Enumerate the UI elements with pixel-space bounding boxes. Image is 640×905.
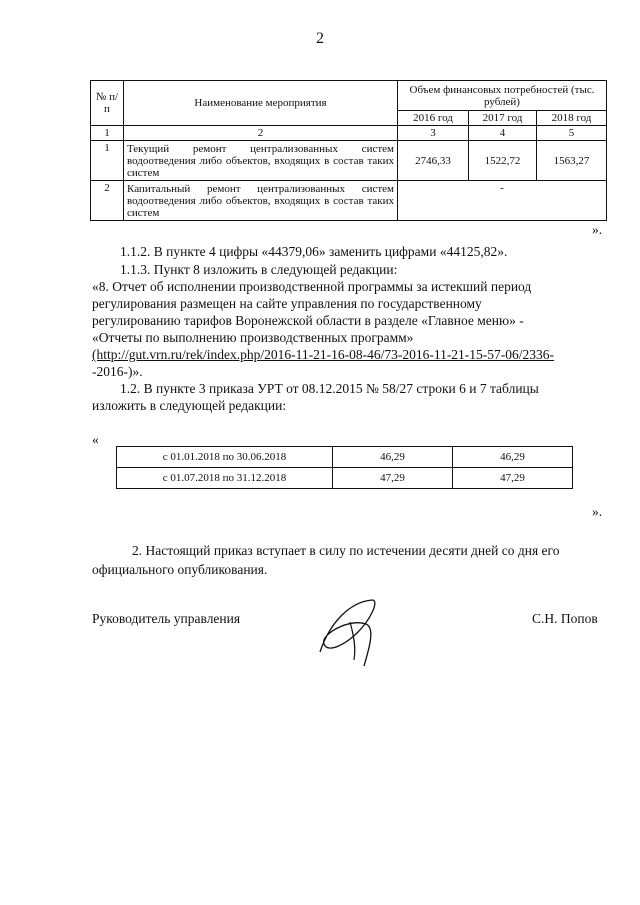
signatory-name: С.Н. Попов <box>532 611 598 626</box>
row-value: 1522,72 <box>469 141 537 181</box>
index-cell: 3 <box>398 126 469 141</box>
row-value: 2746,33 <box>398 141 469 181</box>
report-link[interactable]: (http://gut.vrn.ru/rek/index.php/2016-11-21-16-08-46/73-2016-11-21-15-57-06/2336- <box>92 347 555 362</box>
paragraph-8-line: «8. Отчет об исполнении производственной программы за истекший период <box>92 279 532 294</box>
row-merged-value: - <box>398 181 607 221</box>
table-row <box>91 141 607 181</box>
table-row <box>117 447 573 468</box>
handwritten-signature <box>310 592 390 672</box>
paragraph-1-2-line2: изложить в следующей редакции: <box>92 398 287 413</box>
paragraph-1-1-2: 1.1.2. В пункте 4 цифры «44379,06» заменить цифрами «44125,82». <box>120 244 508 259</box>
row-value: 1563,27 <box>537 141 607 181</box>
period-cell: с 01.01.2018 по 30.06.2018 <box>117 447 333 468</box>
page-number: 2 <box>316 30 324 47</box>
table2-closing: ». <box>592 504 603 519</box>
value-cell: 47,29 <box>453 468 573 489</box>
row-num: 2 <box>91 181 124 221</box>
value-cell: 46,29 <box>453 447 573 468</box>
index-cell: 5 <box>537 126 607 141</box>
header-name: Наименование мероприятия <box>124 81 398 126</box>
paragraph-8-line: регулирования размещен на сайте управления по государственному <box>92 296 482 311</box>
final-paragraph-line2: официального опубликования. <box>92 562 268 577</box>
value-cell: 47,29 <box>333 468 453 489</box>
row-name: Капитальный ремонт централизованных систем водоотведения либо объектов, входящих в состав таких систем <box>124 181 398 221</box>
header-financing: Объем финансовых потребностей (тыс. рублей) <box>398 81 607 111</box>
table-row <box>117 468 573 489</box>
header-year: 2018 год <box>537 111 607 126</box>
signatory-title: Руководитель управления <box>92 611 241 626</box>
table1-closing: ». <box>592 222 603 237</box>
financing-table <box>90 80 607 221</box>
paragraph-8-line: регулированию тарифов Воронежской области в разделе «Главное меню» - <box>92 313 524 328</box>
row-num: 1 <box>91 141 124 181</box>
final-paragraph-line1: 2. Настоящий приказ вступает в силу по истечении десяти дней со дня его <box>132 543 560 558</box>
period-cell: с 01.07.2018 по 31.12.2018 <box>117 468 333 489</box>
row-name: Текущий ремонт централизованных систем водоотведения либо объектов, входящих в состав таких систем <box>124 141 398 181</box>
header-year: 2017 год <box>469 111 537 126</box>
header-year: 2016 год <box>398 111 469 126</box>
paragraph-1-1-3: 1.1.3. Пункт 8 изложить в следующей редакции: <box>120 262 398 277</box>
paragraph-8-line: -2016-)». <box>92 364 143 379</box>
open-quote: « <box>92 432 99 447</box>
index-cell: 1 <box>91 126 124 141</box>
paragraph-8-line: «Отчеты по выполнению производственных программ» <box>92 330 414 345</box>
header-num: № п/п <box>91 81 124 126</box>
tariff-table <box>116 446 573 489</box>
paragraph-1-2-line1: 1.2. В пункте 3 приказа УРТ от 08.12.2015 № 58/27 строки 6 и 7 таблицы <box>120 381 539 396</box>
index-cell: 4 <box>469 126 537 141</box>
table-row <box>91 181 607 221</box>
value-cell: 46,29 <box>333 447 453 468</box>
index-cell: 2 <box>124 126 398 141</box>
